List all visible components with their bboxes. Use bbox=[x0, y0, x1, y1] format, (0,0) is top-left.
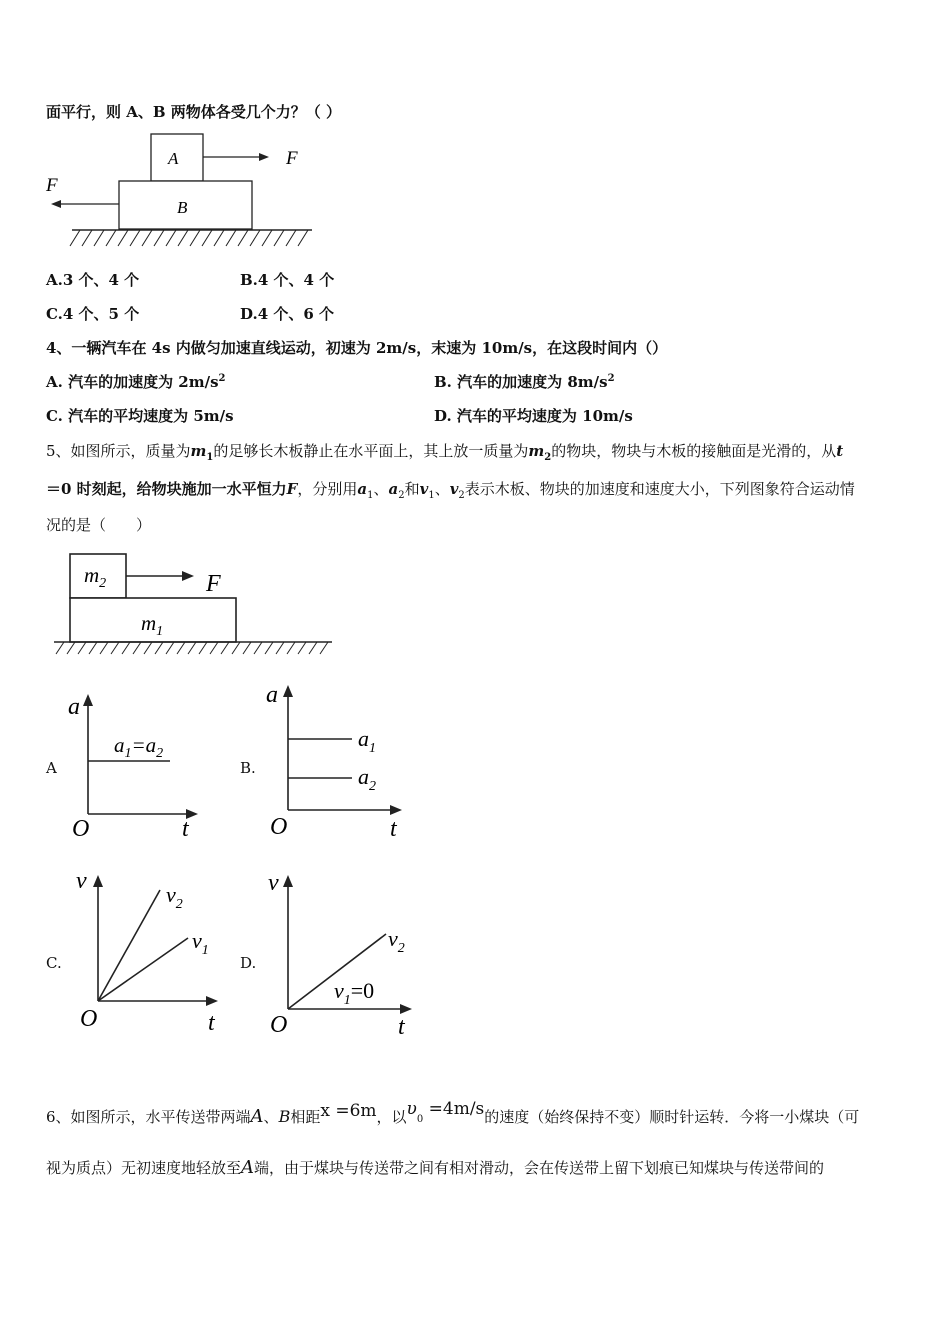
q5-F: F bbox=[286, 480, 298, 498]
q5-line-2 bbox=[46, 479, 855, 499]
x-axis-label: t bbox=[398, 1014, 405, 1040]
ground-hatch bbox=[70, 230, 308, 246]
graph-d-label: D. bbox=[240, 954, 257, 972]
q5-t: t bbox=[836, 442, 844, 460]
y-axis-arrow bbox=[93, 875, 103, 887]
q3-stem: 面平行，则 A、B 两物体各受几个力？（ ） bbox=[46, 103, 341, 121]
curve-v2-label: $v_2$ bbox=[166, 882, 183, 912]
block-m1-label: $m_1$ bbox=[141, 611, 164, 639]
origin-label: O bbox=[270, 814, 288, 840]
q4-option-b bbox=[434, 372, 615, 392]
q5-text: ，分别用 bbox=[297, 480, 358, 498]
q4-option-a-sup: 2 bbox=[218, 373, 226, 384]
y-axis-label: v bbox=[76, 868, 87, 894]
curve-a2-label: $a_2$ bbox=[358, 764, 376, 794]
q3-option-a: A.3 个、4 个 bbox=[46, 271, 140, 289]
force-left-label: F bbox=[46, 175, 58, 196]
q6-text: 的速度（始终保持不变）顺时针运转．今将一小煤块（可 bbox=[484, 1108, 860, 1126]
curve-v2 bbox=[98, 890, 160, 1001]
q5-a1-sub: 1 bbox=[367, 490, 374, 501]
q5-text: 、 bbox=[373, 480, 389, 498]
graph-b bbox=[262, 676, 412, 844]
q4-option-b-text: B. 汽车的加速度为 8m/s bbox=[434, 373, 608, 391]
q6-text: 6、如图所示，水平传送带两端 bbox=[46, 1108, 251, 1126]
curve-label: $a_1=a_2$ bbox=[114, 733, 164, 761]
q5-v1: v bbox=[419, 480, 429, 498]
q5-text: 的足够长木板静止在水平面上，其上放一质量为 bbox=[213, 442, 529, 460]
q6-v0: υ bbox=[406, 1099, 417, 1119]
q3-option-c: C.4 个、5 个 bbox=[46, 305, 140, 323]
q5-a2-sub: 2 bbox=[398, 490, 405, 501]
q5-m2-sub: 2 bbox=[544, 452, 552, 463]
force-left-arrowhead bbox=[51, 200, 61, 208]
block-b-label: B bbox=[177, 198, 188, 217]
force-right-arrowhead bbox=[259, 153, 269, 161]
q4-option-a bbox=[46, 372, 226, 392]
q3-option-d: D.4 个、6 个 bbox=[240, 305, 335, 323]
q5-figure bbox=[50, 548, 340, 660]
y-axis-label: a bbox=[266, 682, 278, 708]
force-arrowhead bbox=[182, 571, 194, 581]
x-axis-arrow bbox=[206, 996, 218, 1006]
y-axis-arrow bbox=[283, 685, 293, 697]
curve-v1-label: $v_1=0$ bbox=[334, 978, 375, 1008]
q6-v0-sub: 0 bbox=[416, 1114, 424, 1125]
graph-d bbox=[262, 866, 422, 1042]
q6-line-1 bbox=[46, 1099, 860, 1130]
q5-v1-sub: 1 bbox=[428, 490, 435, 501]
q5-line-3: 况的是（ ） bbox=[46, 516, 152, 534]
q5-text: 和 bbox=[404, 480, 420, 498]
q5-m1-sub: 1 bbox=[206, 452, 214, 463]
q3-figure bbox=[40, 128, 330, 250]
block-m2-label: $m_2$ bbox=[84, 563, 107, 591]
q6-text: ，以 bbox=[376, 1108, 407, 1126]
force-label: F bbox=[206, 571, 221, 597]
curve-v1-label: $v_1$ bbox=[192, 928, 209, 958]
x-axis-label: t bbox=[182, 816, 189, 842]
q5-text: 表示木板、物块的加速度和速度大小，下列图象符合运动情 bbox=[464, 480, 855, 498]
q3-option-b: B.4 个、4 个 bbox=[240, 271, 335, 289]
origin-label: O bbox=[80, 1006, 98, 1032]
x-axis-arrow bbox=[390, 805, 402, 815]
q5-text: 5、如图所示，质量为 bbox=[46, 442, 191, 460]
q6-A: A bbox=[250, 1106, 264, 1127]
q4-option-d: D. 汽车的平均速度为 10m/s bbox=[434, 407, 633, 425]
q6-x-expr: x =6m bbox=[320, 1101, 377, 1121]
q5-text: 的物块，物块与木板的接触面是光滑的，从 bbox=[551, 442, 837, 460]
graph-c-label: C. bbox=[46, 954, 62, 972]
graph-b-label: B. bbox=[240, 759, 256, 777]
origin-label: O bbox=[72, 816, 90, 842]
y-axis-label: v bbox=[268, 870, 279, 896]
block-a-label: A bbox=[168, 149, 179, 168]
q4-option-a-text: A. 汽车的加速度为 2m/s bbox=[46, 373, 219, 391]
q5-a1: a bbox=[357, 480, 368, 498]
curve-v2-label: $v_2$ bbox=[388, 926, 405, 956]
q6-v0-val: =4m/s bbox=[423, 1099, 485, 1119]
q5-m2: m bbox=[528, 442, 545, 460]
x-axis-arrow bbox=[400, 1004, 412, 1014]
q5-a2: a bbox=[388, 480, 399, 498]
q4-option-b-sup: 2 bbox=[607, 373, 615, 384]
x-axis-label: t bbox=[390, 816, 397, 842]
q6-line-2 bbox=[46, 1158, 824, 1178]
q5-m1: m bbox=[190, 442, 207, 460]
y-axis-arrow bbox=[83, 694, 93, 706]
q6-text: 相距 bbox=[290, 1108, 321, 1126]
y-axis-label: a bbox=[68, 694, 80, 720]
q5-v2: v bbox=[449, 480, 459, 498]
q6-text: 、 bbox=[263, 1108, 279, 1126]
curve-a1-label: $a_1$ bbox=[358, 726, 376, 756]
graph-a bbox=[62, 684, 212, 844]
q5-line-1 bbox=[46, 441, 843, 461]
q5-v2-sub: 2 bbox=[458, 490, 465, 501]
q6-B: B bbox=[278, 1107, 291, 1126]
q4-option-c: C. 汽车的平均速度为 5m/s bbox=[46, 407, 234, 425]
q5-text: ＝0 时刻起，给物块施加一水平恒力 bbox=[46, 480, 287, 498]
curve-v1 bbox=[98, 938, 188, 1001]
ground-hatch bbox=[56, 642, 328, 654]
q6-text: 视为质点）无初速度地轻放至 bbox=[46, 1159, 242, 1177]
q6-text: 端，由于煤块与传送带之间有相对滑动，会在传送带上留下划痕已知煤块与传送带间的 bbox=[254, 1159, 825, 1177]
q4-stem: 4、一辆汽车在 4s 内做匀加速直线运动，初速为 2m/s，末速为 10m/s，在这段时间内（） bbox=[46, 339, 668, 357]
graph-a-label: A bbox=[46, 759, 57, 777]
x-axis-label: t bbox=[208, 1010, 215, 1036]
q5-text: 、 bbox=[434, 480, 450, 498]
q6-A: A bbox=[241, 1157, 255, 1178]
origin-label: O bbox=[270, 1012, 288, 1038]
graph-c bbox=[70, 866, 230, 1038]
y-axis-arrow bbox=[283, 875, 293, 887]
force-right-label: F bbox=[286, 148, 298, 169]
